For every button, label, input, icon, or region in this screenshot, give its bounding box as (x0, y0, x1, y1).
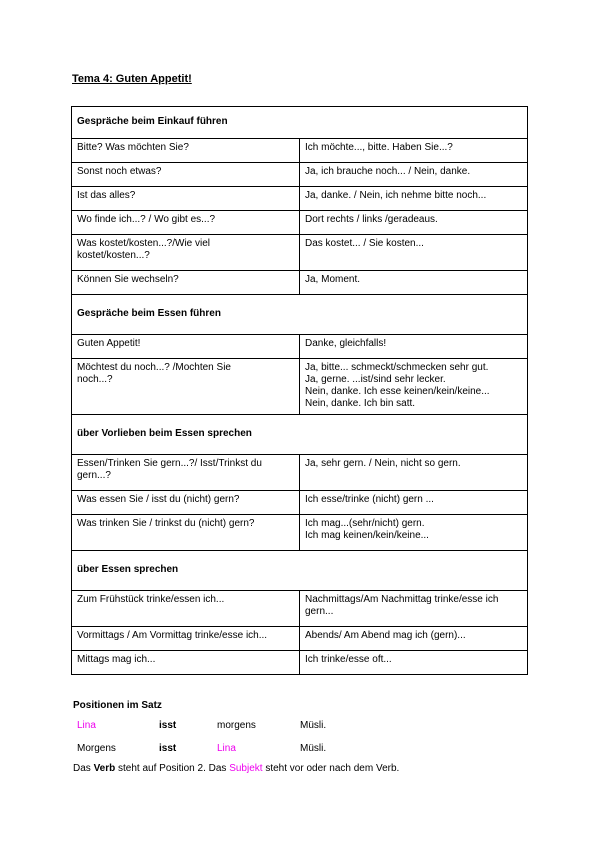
question-cell: Guten Appetit! (72, 335, 300, 359)
section-header-row (72, 295, 528, 335)
question-cell: Wo finde ich...? / Wo gibt es...? (72, 211, 300, 235)
question-cell: Was essen Sie / isst du (nicht) gern? (72, 491, 300, 515)
question-cell: Bitte? Was möchten Sie? (72, 139, 300, 163)
question-cell: Können Sie wechseln? (72, 271, 300, 295)
section-header-row (72, 107, 528, 139)
answer-cell: Ja, ich brauche noch... / Nein, danke. (300, 163, 528, 187)
question-cell: Was trinken Sie / trinkst du (nicht) gern? (72, 515, 300, 551)
verb-term: Verb (93, 763, 116, 774)
answer-cell: Ich trinke/esse oft... (300, 651, 528, 675)
example2-word3: Lina (217, 743, 236, 754)
grammar-note: Das Verb steht auf Position 2. Das Subjekt steht vor oder nach dem Verb. (73, 763, 400, 774)
table-row (72, 491, 528, 515)
section-heading: über Essen sprechen (72, 551, 528, 591)
answer-cell: Ich esse/trinke (nicht) gern ... (300, 491, 528, 515)
table-row (72, 515, 528, 551)
section-heading: Gespräche beim Einkauf führen (72, 107, 528, 139)
table-row (72, 359, 528, 415)
example2-word1: Morgens (77, 743, 116, 754)
table-row (72, 235, 528, 271)
table-row (72, 163, 528, 187)
table-row (72, 335, 528, 359)
answer-cell: Ja, bitte... schmeckt/schmecken sehr gut. Ja, gerne. ...ist/sind sehr lecker. Nein, danke. Ich esse keinen/kein/keine... Nein, danke. Ich bin satt. (300, 359, 528, 415)
page-title: Tema 4: Guten Appetit! (72, 73, 192, 85)
table-row (72, 591, 528, 627)
answer-cell: Das kostet... / Sie kosten... (300, 235, 528, 271)
section-heading: über Vorlieben beim Essen sprechen (72, 415, 528, 455)
table-row (72, 187, 528, 211)
table-row (72, 627, 528, 651)
question-cell: Was kostet/kosten...?/Wie viel kostet/kosten...? (72, 235, 300, 271)
table-row (72, 455, 528, 491)
answer-cell: Danke, gleichfalls! (300, 335, 528, 359)
answer-cell: Nachmittags/Am Nachmittag trinke/esse ich gern... (300, 591, 528, 627)
answer-cell: Ich mag...(sehr/nicht) gern. Ich mag keinen/kein/keine... (300, 515, 528, 551)
question-cell: Zum Frühstück trinke/essen ich... (72, 591, 300, 627)
answer-cell: Ich möchte..., bitte. Haben Sie...? (300, 139, 528, 163)
answer-cell: Ja, danke. / Nein, ich nehme bitte noch... (300, 187, 528, 211)
table-row (72, 211, 528, 235)
phrases-table (71, 106, 528, 675)
example1-word4: Müsli. (300, 720, 327, 731)
example1-word1: Lina (77, 720, 96, 731)
answer-cell: Ja, sehr gern. / Nein, nicht so gern. (300, 455, 528, 491)
answer-cell: Abends/ Am Abend mag ich (gern)... (300, 627, 528, 651)
question-cell: Sonst noch etwas? (72, 163, 300, 187)
question-cell: Essen/Trinken Sie gern...?/ Isst/Trinkst du gern...? (72, 455, 300, 491)
answer-cell: Dort rechts / links /geradeaus. (300, 211, 528, 235)
question-cell: Möchtest du noch...? /Mochten Sie noch...? (72, 359, 300, 415)
example1-word2: isst (159, 720, 177, 731)
positions-title: Positionen im Satz (73, 700, 162, 711)
section-header-row (72, 551, 528, 591)
subject-term: Subjekt (229, 763, 263, 774)
example2-word2: isst (159, 743, 177, 754)
example1-word3: morgens (217, 720, 256, 731)
section-heading: Gespräche beim Essen führen (72, 295, 528, 335)
question-cell: Vormittags / Am Vormittag trinke/esse ich... (72, 627, 300, 651)
table-row (72, 271, 528, 295)
section-header-row (72, 415, 528, 455)
answer-cell: Ja, Moment. (300, 271, 528, 295)
table-row (72, 139, 528, 163)
question-cell: Mittags mag ich... (72, 651, 300, 675)
table-row (72, 651, 528, 675)
question-cell: Ist das alles? (72, 187, 300, 211)
example2-word4: Müsli. (300, 743, 327, 754)
